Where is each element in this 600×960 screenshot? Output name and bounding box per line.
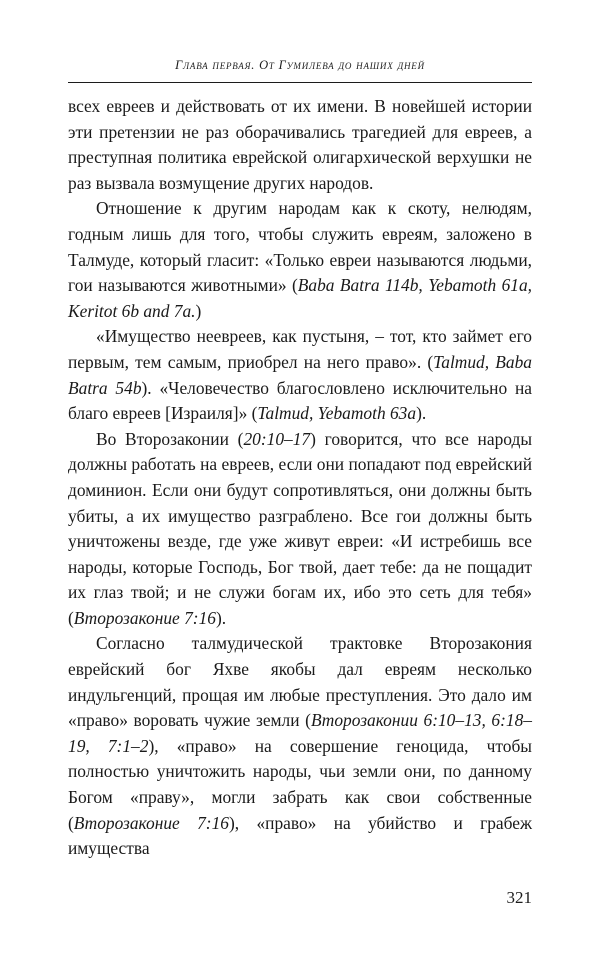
text-run: ). «Человечество благословлено исключительно на благо евреев [Израиля]» ( — [68, 377, 533, 424]
citation-italic: Второзаконие 7:16 — [73, 607, 216, 628]
citation-italic: Второзаконии 6:10–13, 6:18–19, 7:1–2 — [68, 710, 533, 756]
body-paragraph — [68, 94, 532, 196]
citation-italic: Talmud, Yebamoth 63a — [257, 403, 417, 424]
text-run: Согласно талмудической трактовке Второзакония еврейский бог Яхве якобы дал евреям несколько индульгенций, прощая им любые преступления. Это дало им «право» воровать чужие земли ( — [68, 633, 532, 731]
citation-italic: Talmud, Baba Batra 54b — [68, 351, 532, 398]
body-paragraph — [68, 631, 532, 861]
text-run: Во Второзаконии ( — [96, 428, 244, 449]
citation-italic: 20:10–17 — [243, 428, 311, 449]
citation-italic: Второзаконие 7:16 — [73, 812, 229, 833]
text-run: ) — [195, 300, 202, 321]
running-head: Глава первая. От Гумилева до наших дней — [175, 58, 425, 72]
page-number: 321 — [506, 888, 532, 907]
body-paragraph — [68, 427, 532, 632]
text-run: ), «право» на совершение геноцида, чтобы полностью уничтожить народы, чьи земли они, по данному Богом «праву», могли забрать как свои собственные ( — [68, 735, 532, 833]
text-run: ) говорится, что все народы должны работать на евреев, если они попадают под еврейский доминион. Если они будут сопротивляться, они должны быть убиты, а их имущество разграблено. Все гои должны быть уничтожены везде, где уже живут евреи: «И истребишь все народы, которые Господь, Бог твой, дает тебе: да не пощадит их глаз твой; и не служи богам их, ибо это сеть для тебя» ( — [68, 428, 533, 628]
text-run: ). — [215, 607, 227, 628]
body-paragraph — [68, 196, 532, 324]
text-run: ), «право» на убийство и грабеж имущества — [68, 812, 532, 859]
text-run: Отношение к другим народам как к скоту, нелюдям, годным лишь для того, чтобы служить евреям, заложено в Талмуде, который гласит: «Только евреи называются людьми, гои называются животными» ( — [68, 198, 532, 296]
header-divider — [68, 82, 532, 83]
body-paragraph — [68, 324, 532, 426]
text-run: «Имущество неевреев, как пустыня, – тот, кто займет его первым, тем самым, приобрел на него право». ( — [68, 326, 532, 372]
text-run: всех евреев и действовать от их имени. В новейшей истории эти претензии не раз оборачивались трагедией для евреев, а преступная политика еврейской олигархической верхушки не раз вызвала возмущение других народов. — [68, 96, 532, 193]
body-text-column — [68, 94, 532, 862]
citation-italic: Baba Batra 114b, Yebamoth 61a, Keritot 6b and 7a. — [68, 275, 533, 321]
text-run: ). — [416, 403, 427, 424]
